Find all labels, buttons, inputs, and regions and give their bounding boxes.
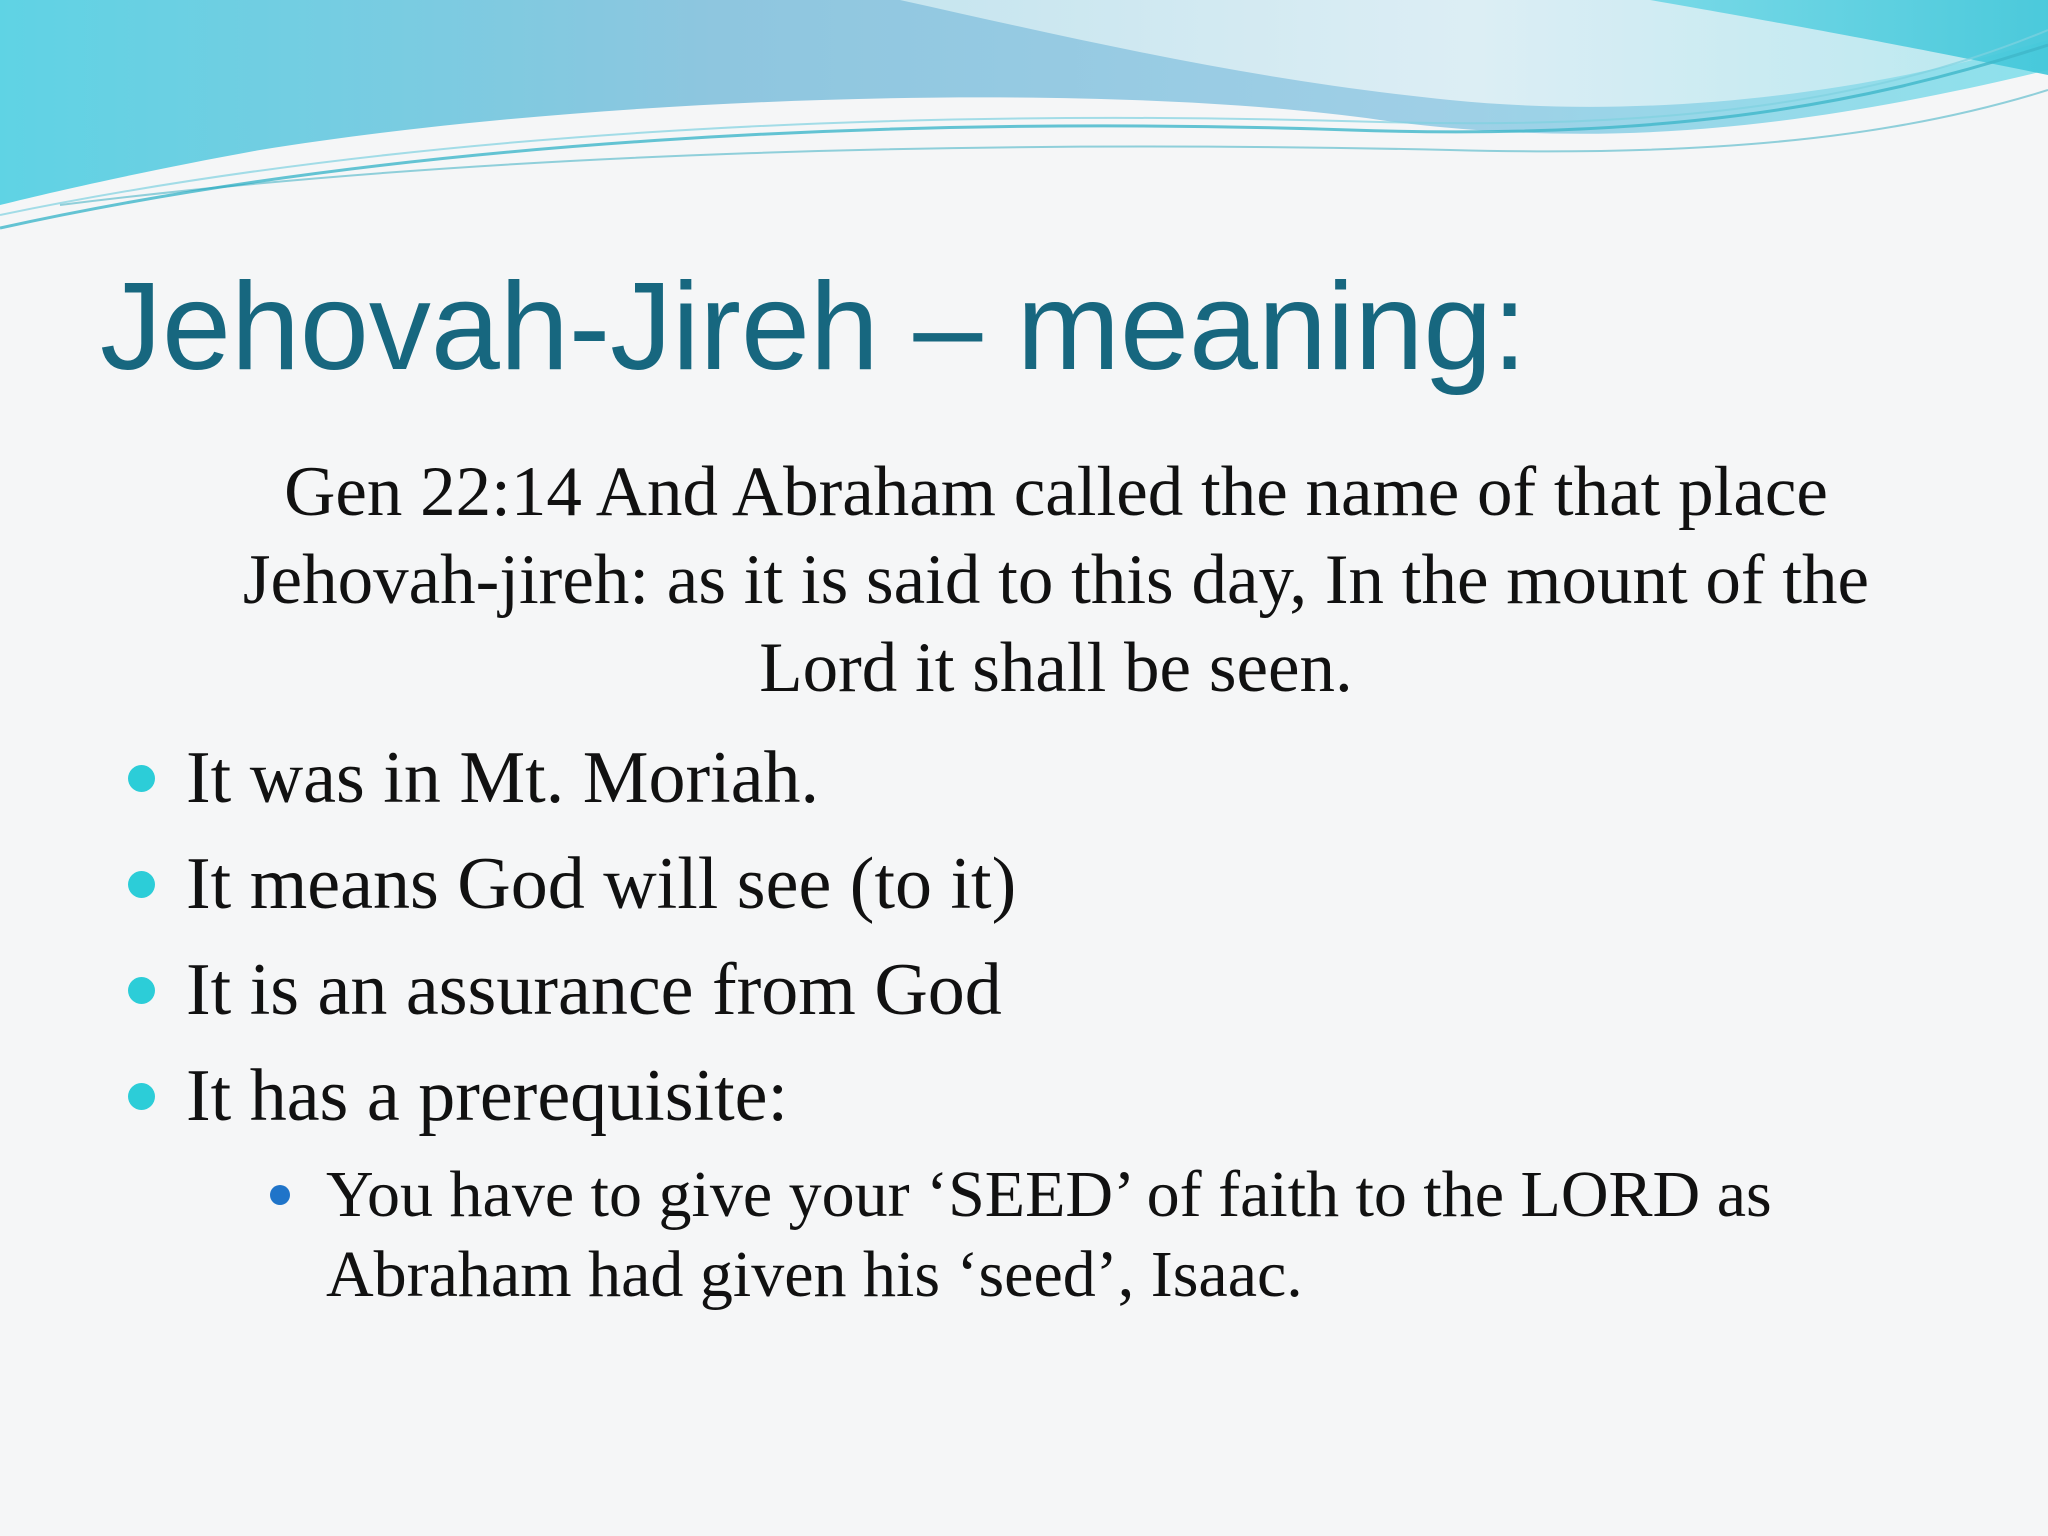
- bullet-item: [128, 1043, 1988, 1315]
- bullet-text: It is an assurance from God: [186, 949, 1002, 1031]
- bullet-item: [128, 831, 1988, 937]
- bullet-text: It has a prerequisite:: [186, 1055, 789, 1137]
- sub-bullet-item: [270, 1155, 1866, 1315]
- bullet-item: [128, 725, 1988, 831]
- wave-header-decoration: [0, 0, 2048, 260]
- bullet-text: It means God will see (to it): [186, 843, 1017, 925]
- bullet-item: [128, 937, 1988, 1043]
- bullet-list: [128, 725, 1988, 1315]
- bullet-dot-icon: [128, 1083, 155, 1110]
- bullet-dot-icon: [128, 977, 155, 1004]
- bullet-text: It was in Mt. Moriah.: [186, 737, 820, 819]
- slide-title: Jehovah-Jireh – meaning:: [100, 258, 1527, 396]
- sub-bullet-dot-icon: [270, 1185, 290, 1205]
- bullet-dot-icon: [128, 871, 155, 898]
- sub-bullet-list: [186, 1155, 1988, 1315]
- bullet-dot-icon: [128, 765, 155, 792]
- sub-bullet-text: You have to give your ‘SEED’ of faith to the LORD as Abraham had given his ‘seed’, Isaac.: [326, 1158, 1772, 1311]
- scripture-verse: Gen 22:14 And Abraham called the name of that place Jehovah-jireh: as it is said to this day, In the mount of the Lord it shall be seen.: [242, 453, 1870, 707]
